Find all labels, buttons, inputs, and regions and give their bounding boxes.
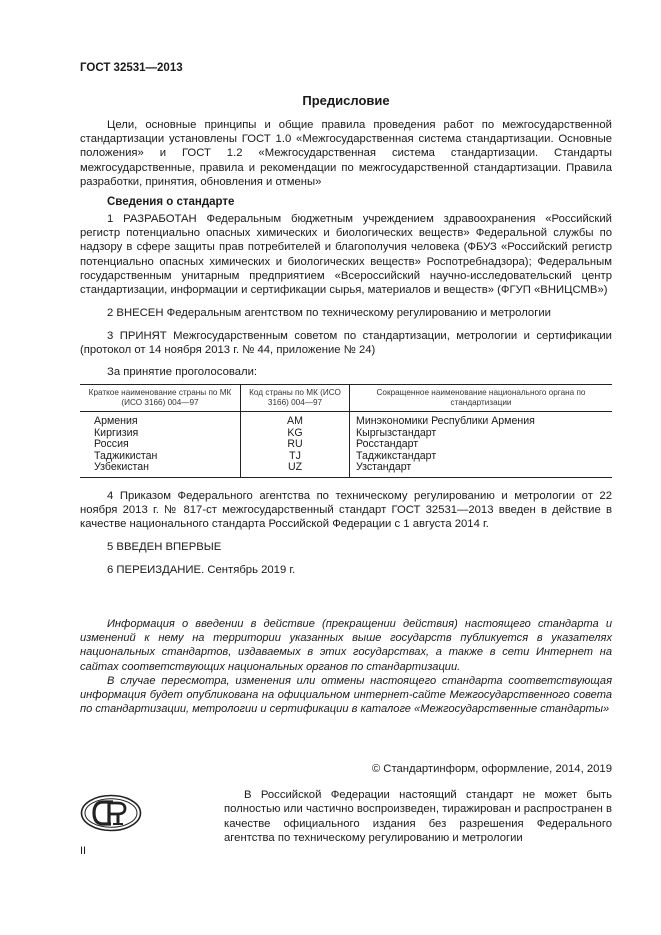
item-1-developed: 1 РАЗРАБОТАН Федеральным бюджетным учреждением здравоохранения «Российский регистр потенциально опасных химических и биологических веществ» Федеральной службы по надзору в сфере защиты прав потребителей и благополучия человека (ФБУЗ «Российский регистр потенциально опасных химических и биологических веществ» Роспотребнадзора); Федеральным государственным унитарным предприятием «Всероссийский научно-исследовательский центр стандартизации, информации и сертификации сырья, материалов и веществ» (ФГУП «ВНИЦСМВ») — [80, 213, 612, 297]
table-cell-code: AM — [241, 412, 350, 428]
rst-certification-mark-icon — [80, 794, 142, 832]
table-cell-country: Узбекистан — [80, 462, 241, 477]
table-cell-code: TJ — [241, 451, 350, 463]
voting-table-wrapper — [80, 384, 612, 478]
table-cell-country: Россия — [94, 438, 129, 451]
table-row — [80, 439, 612, 451]
table-cell-national-body: Кыргызстандарт — [350, 428, 613, 440]
item-6-reissue: 6 ПЕРЕИЗДАНИЕ. Сентябрь 2019 г. — [107, 564, 296, 576]
column-header-code: Код страны по МК (ИСО 3166) 004—97 — [241, 385, 350, 412]
table-row — [80, 462, 612, 477]
item-5-first-introduced: 5 ВВЕДЕН ВПЕРВЫЕ — [107, 541, 222, 553]
table-cell-code: KG — [241, 428, 350, 440]
page-title: Предисловие — [302, 93, 390, 108]
table-cell-country: Таджикистан — [94, 449, 158, 462]
document-header: ГОСТ 32531—2013 — [80, 62, 183, 74]
table-cell-national-body: Узстандарт — [350, 462, 613, 477]
table-cell-code: UZ — [241, 462, 350, 477]
table-row — [80, 428, 612, 440]
item-4-order: 4 Приказом Федерального агентства по техническому регулированию и метрологии от 22 ноября 2013 г. № 817-ст межгосударственный стандарт ГОСТ 32531—2013 введен в действие в качестве национального стандарта Российской Федерации с 1 августа 2014 г. — [80, 490, 612, 531]
info-notice-paragraph: Информация о введении в действие (прекращении действия) настоящего стандарта и изменений к нему на территории указанных выше государств публикуется в указателях национальных стандартов, издаваемых в этих государствах, а также в сети Интернет на сайтах соответствующих национальных органов по стандартизации. — [80, 618, 612, 673]
table-cell-country: Армения — [94, 415, 138, 427]
table-cell-national-body: Минэкономики Республики Армения — [350, 412, 613, 428]
table-cell-country: Киргизия — [94, 426, 139, 439]
copyright-line: © Стандартинформ, оформление, 2014, 2019 — [371, 763, 612, 775]
table-header-row — [80, 385, 612, 412]
table-cell-code: RU — [241, 439, 350, 451]
reproduction-rights-notice: В Российской Федерации настоящий стандарт не может быть полностью или частично воспроизведен, тиражирован и распространен в качестве официального издания без разрешения Федерального агентства по техническому регулированию и метрологии — [224, 789, 612, 845]
column-header-national-body: Сокращенное наименование национального органа по стандартизации — [350, 385, 613, 412]
item-2-submitted: 2 ВНЕСЕН Федеральным агентством по техническому регулированию и метрологии — [107, 307, 551, 319]
info-heading: Сведения о стандарте — [107, 196, 235, 208]
table-row — [80, 451, 612, 463]
table-cell-national-body: Таджикстандарт — [350, 451, 613, 463]
voting-table — [80, 384, 612, 478]
intro-paragraph: Цели, основные принципы и общие правила проведения работ по межгосударственной стандартизации установлены ГОСТ 1.0 «Межгосударственная система стандартизации. Основные положения» и ГОСТ 1.2 «Межгосударственная система стандартизации. Стандарты межгосударственные, правила и рекомендации по межгосударственной стандартизации. Правила разработки, принятия, обновления и отмены» — [80, 119, 612, 188]
vote-intro: За принятие проголосовали: — [107, 366, 258, 378]
table-row — [80, 412, 612, 428]
page-number: II — [80, 845, 87, 857]
table-cell-national-body: Росстандарт — [350, 439, 613, 451]
column-header-country: Краткое наименование страны по МК (ИСО 3166) 004—97 — [80, 385, 241, 412]
revision-notice-paragraph: В случае пересмотра, изменения или отмены настоящего стандарта соответствующая информация будет опубликована на официальном интернет-сайте Межгосударственного совета по стандартизации, метрологии и сертификации в каталоге «Межгосударственные стандарты» — [80, 675, 612, 716]
item-3-adopted: 3 ПРИНЯТ Межгосударственным советом по стандартизации, метрологии и сертификации (протокол от 14 ноября 2013 г. № 44, приложение № 24) — [80, 330, 612, 357]
